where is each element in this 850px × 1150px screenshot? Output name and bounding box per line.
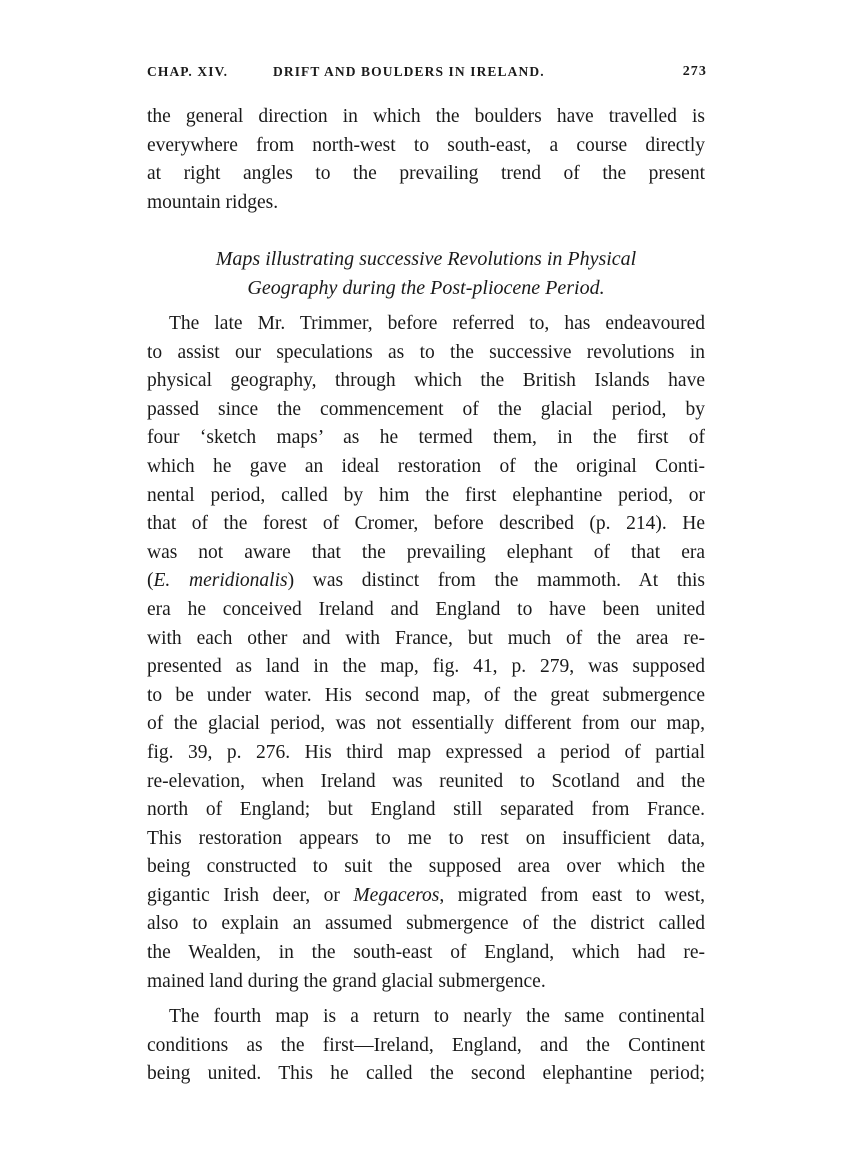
text-line: (E. meridionalis) was distinct from the mammoth. At this — [147, 570, 705, 592]
text-line: The fourth map is a return to nearly the same continental — [169, 1006, 705, 1027]
text-line: era he conceived Ireland and England to have been united — [147, 598, 705, 620]
text-line: was not aware that the prevailing elephant of that era — [147, 541, 705, 563]
text-line: with each other and with France, but much of the area re- — [147, 627, 705, 649]
text-line: at right angles to the prevailing trend of the present — [147, 163, 705, 185]
paragraph-trimmer-maps — [147, 310, 705, 996]
section-heading — [147, 245, 705, 303]
paragraph-continuation — [147, 103, 705, 217]
text-line: being united. This he called the second elephantine period; — [147, 1063, 705, 1085]
chapter-label: CHAP. XIV. — [147, 64, 229, 79]
text-line: physical geography, through which the British Islands have — [147, 370, 705, 392]
text-line: north of England; but England still separated from France. — [147, 799, 705, 821]
text-line: mained land during the grand glacial submergence. — [147, 970, 546, 992]
taxon-name: E. meridionalis — [153, 570, 288, 592]
text-line: that of the forest of Cromer, before described (p. 214). He — [147, 513, 705, 535]
text-line: also to explain an assumed submergence of the district called — [147, 913, 705, 935]
text-line: This restoration appears to me to rest on insufficient data, — [147, 827, 705, 849]
running-head — [147, 64, 707, 84]
text-line: of the glacial period, was not essentially different from our map, — [147, 713, 705, 735]
running-title: DRIFT AND BOULDERS IN IRELAND. — [273, 64, 545, 79]
text-line: presented as land in the map, fig. 41, p. 279, was supposed — [147, 656, 705, 678]
text-line: the general direction in which the boulders have travelled is — [147, 106, 705, 127]
text-line: to be under water. His second map, of the great submergence — [147, 684, 705, 706]
text-line: fig. 39, p. 276. His third map expressed a period of partial — [147, 741, 705, 763]
text-line: four ‘sketch maps’ as he termed them, in the first of — [147, 427, 705, 449]
text-line: to assist our speculations as to the successive revolutions in — [147, 341, 705, 363]
taxon-name: Megaceros — [353, 884, 440, 906]
text-line: nental period, called by him the first elephantine period, or — [147, 484, 705, 506]
text-line: conditions as the first—Ireland, England, and the Continent — [147, 1034, 705, 1056]
text-line: passed since the commencement of the glacial period, by — [147, 398, 705, 420]
text-line: mountain ridges. — [147, 191, 279, 213]
paragraph-fourth-map — [147, 1003, 705, 1089]
text-line: The late Mr. Trimmer, before referred to, has endeavoured — [169, 313, 705, 334]
heading-line: Maps illustrating successive Revolutions in Physical — [215, 248, 637, 270]
text-line: being constructed to suit the supposed area over which the — [147, 856, 705, 878]
page-number: 273 — [682, 64, 707, 79]
text-line: which he gave an ideal restoration of the original Conti- — [147, 455, 705, 477]
text-line: the Wealden, in the south-east of England, which had re- — [147, 942, 705, 964]
text-line: everywhere from north-west to south-east, a course directly — [147, 134, 705, 156]
heading-line: Geography during the Post-pliocene Period. — [247, 277, 605, 299]
text-line: re-elevation, when Ireland was reunited to Scotland and the — [147, 770, 705, 792]
text-line: gigantic Irish deer, or Megaceros, migrated from east to west, — [147, 884, 705, 906]
